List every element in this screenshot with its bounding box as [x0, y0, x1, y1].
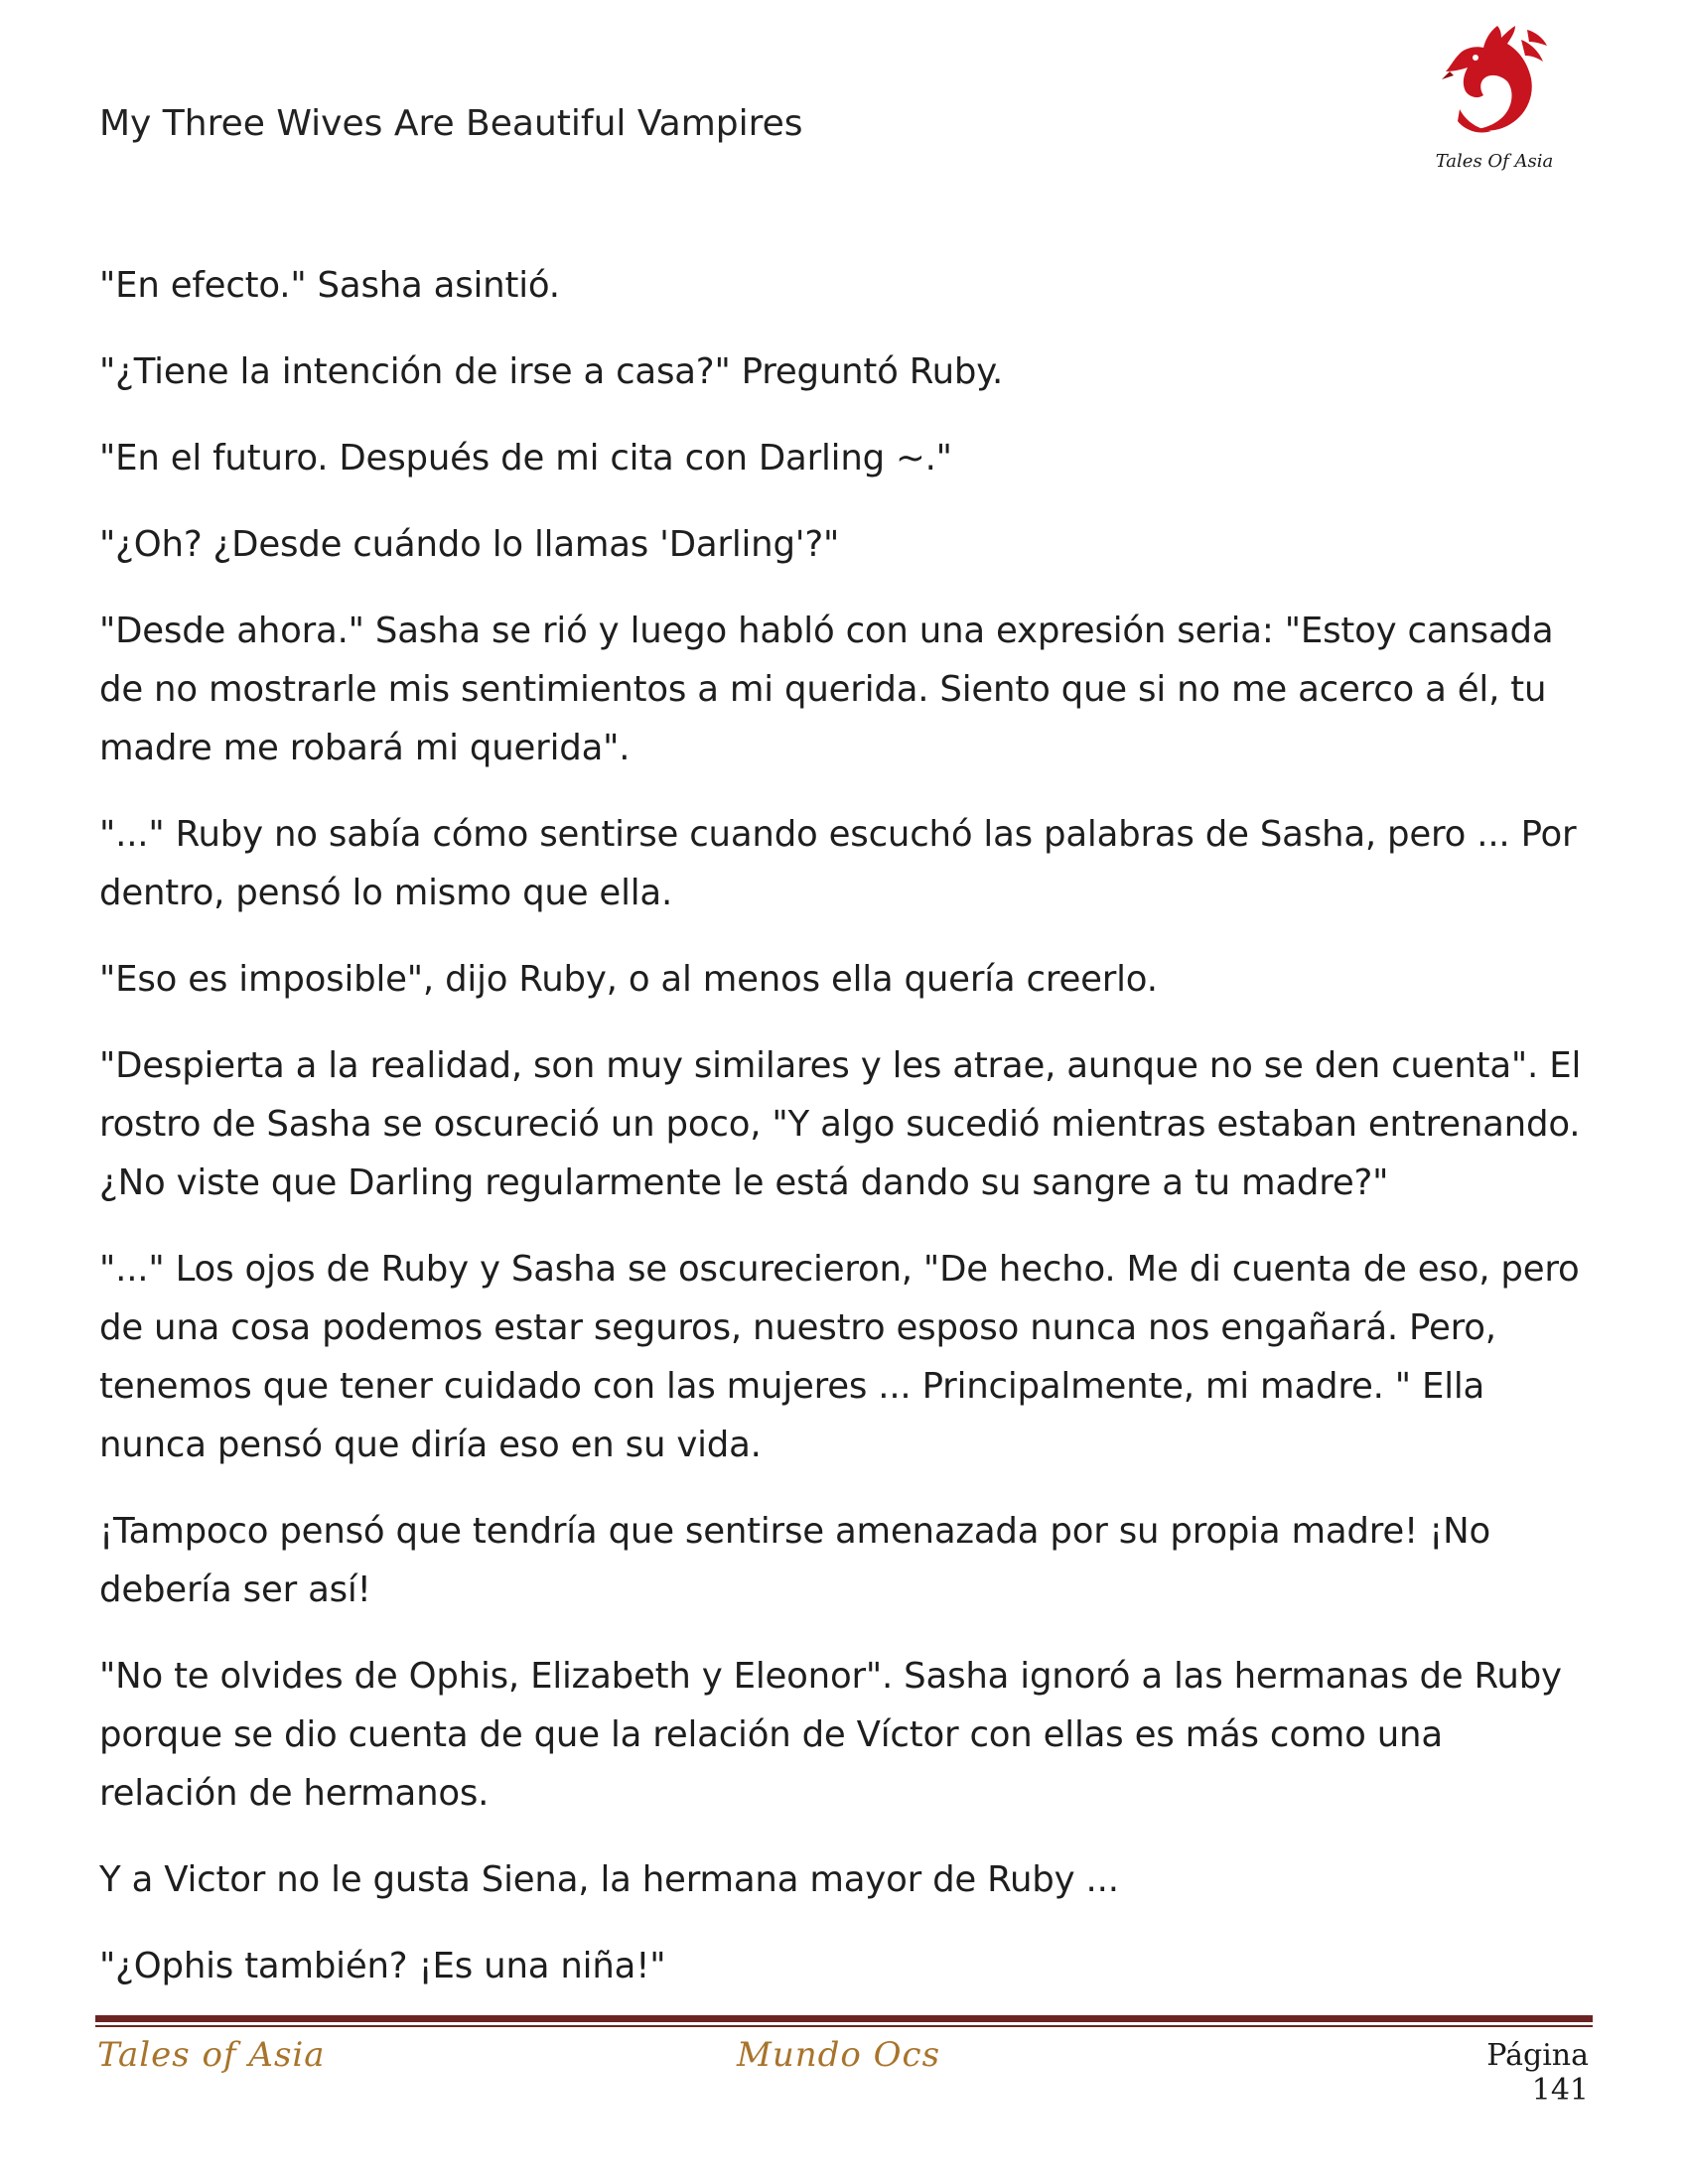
paragraph: "No te olvides de Ophis, Elizabeth y Eleonor". Sasha ignoró a las hermanas de Ruby porque se dio cuenta de que la relación de Víctor con ellas es más como una relación de hermanos. — [99, 1656, 1562, 1814]
paragraph: "Eso es imposible", dijo Ruby, o al menos ella quería creerlo. — [99, 959, 1158, 1000]
paragraph: "..." Los ojos de Ruby y Sasha se oscurecieron, "De hecho. Me di cuenta de eso, pero de una cosa podemos estar seguros, nuestro esposo nunca nos engañará. Pero, tenemos que tener cuidado con las mujeres ... Principalmente, mi madre. " Ella nunca pensó que diría eso en su vida. — [99, 1249, 1580, 1465]
page-header-title: My Three Wives Are Beautiful Vampires — [99, 103, 803, 144]
footer-group-name: Mundo Ocs — [737, 2035, 941, 2075]
chapter-body — [99, 256, 1589, 2023]
tales-of-asia-logo — [1420, 18, 1569, 187]
paragraph: ¡Tampoco pensó que tendría que sentirse amenazada por su propia madre! ¡No debería ser así! — [99, 1511, 1491, 1610]
footer-divider-thick — [95, 2015, 1593, 2022]
paragraph: "Desde ahora." Sasha se rió y luego habló con una expresión seria: "Estoy cansada de no mostrarle mis sentimientos a mi querida. Siento que si no me acerco a él, tu madre me robará mi querida". — [99, 611, 1554, 768]
paragraph: "En el futuro. Después de mi cita con Darling ~." — [99, 438, 952, 478]
paragraph: "En efecto." Sasha asintió. — [99, 265, 560, 306]
paragraph: "¿Tiene la intención de irse a casa?" Preguntó Ruby. — [99, 351, 1004, 392]
page-number: Página 141 — [1486, 2038, 1589, 2108]
paragraph: "¿Ophis también? ¡Es una niña!" — [99, 1946, 666, 1986]
paragraph: "Despierta a la realidad, son muy similares y les atrae, aunque no se den cuenta". El rostro de Sasha se oscureció un poco, "Y algo sucedió mientras estaban entrenando. ¿No viste que Darling regularmente le está dando su sangre a tu madre?" — [99, 1045, 1582, 1203]
paragraph: "..." Ruby no sabía cómo sentirse cuando escuchó las palabras de Sasha, pero ... Por dentro, pensó lo mismo que ella. — [99, 814, 1577, 913]
red-dragon-icon — [1420, 18, 1569, 151]
paragraph: "¿Oh? ¿Desde cuándo lo llamas 'Darling'?" — [99, 524, 840, 565]
footer-site-name: Tales of Asia — [97, 2035, 326, 2075]
paragraph: Y a Victor no le gusta Siena, la hermana mayor de Ruby ... — [99, 1859, 1119, 1900]
logo-caption: Tales Of Asia — [1435, 151, 1554, 172]
footer-divider-thin — [95, 2025, 1593, 2027]
